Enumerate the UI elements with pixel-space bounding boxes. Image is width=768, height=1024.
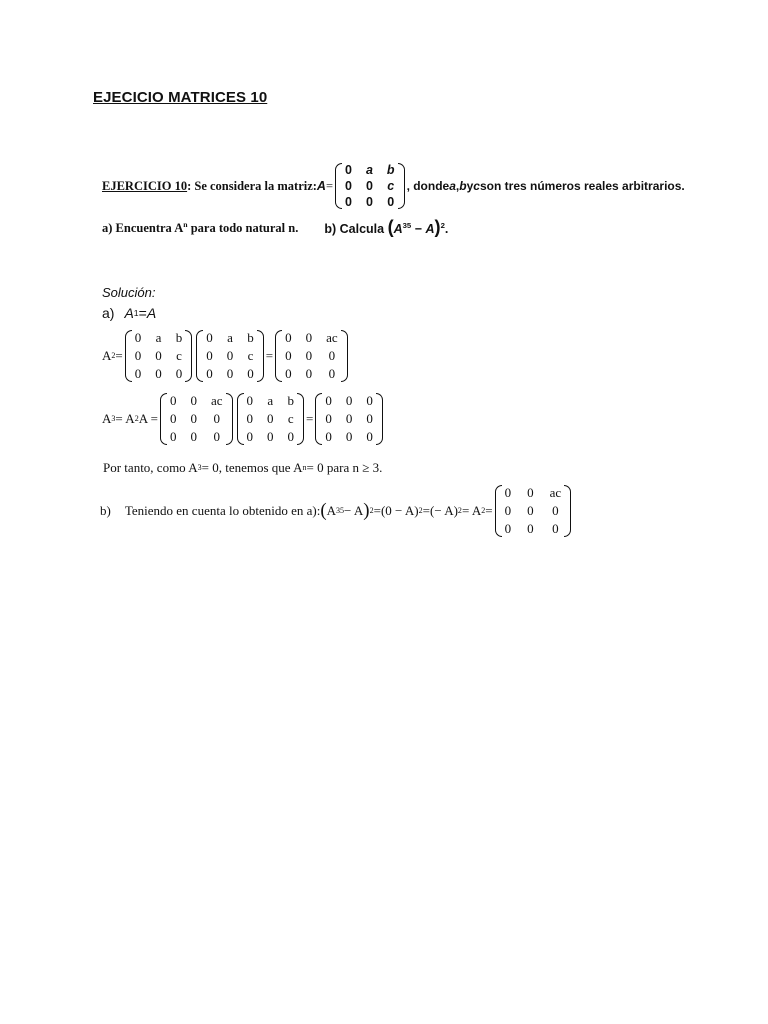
equals-sign: = (373, 503, 381, 518)
matrix-cell: 0 (134, 348, 142, 363)
matrix-cell: 0 (365, 195, 373, 209)
matrix-cell: 0 (155, 348, 162, 363)
a2-lhs: A (102, 348, 112, 363)
equals-sign: = (422, 503, 430, 518)
matrix-cell: 0 (267, 429, 274, 444)
b-term-2: (0 − A) (380, 503, 419, 518)
matrix-cell: 0 (169, 429, 177, 444)
a1-lhs: A (124, 305, 134, 321)
matrix-cell: 0 (365, 179, 373, 193)
matrix-cell: 0 (305, 366, 313, 381)
conclusion-line: Por tanto, como A 3 = 0, tenemos que A n = 0 para n ≥ 3. (103, 460, 383, 475)
matrix-cell: 0 (190, 411, 197, 426)
matrix-cell: 0 (345, 411, 353, 426)
matrix-m2 (160, 393, 233, 445)
solution-a1: a) A 1 = A (102, 305, 157, 321)
matrix-bracket-left (315, 393, 322, 445)
matrix-m (196, 330, 264, 382)
part-label-b: b) (100, 503, 111, 518)
matrix-cell: 0 (328, 348, 336, 363)
matrix-cell: 0 (155, 366, 162, 381)
var-c: c (473, 179, 480, 193)
a3-equation: A 3 = A 2 A = 0 0 ac 0 0 0 0 0 0 0 a b 0 0 c 0 0 0 = 0 0 0 0 0 0 0 0 0 (102, 389, 385, 449)
matrix-cell: 0 (504, 521, 512, 536)
matrix-cell: 0 (134, 366, 142, 381)
matrix-a (335, 163, 405, 209)
matrix-cell: a (227, 330, 233, 345)
a1-rhs: A (146, 305, 157, 321)
page-title: EJECICIO MATRICES 10 (93, 89, 268, 106)
a2-equation: A 2 = 0 a b 0 0 c 0 0 0 0 a b 0 0 c 0 0 0 = 0 0 ac 0 0 0 0 0 0 (102, 326, 350, 386)
matrix-cell: a (365, 163, 373, 177)
matrix-cell: 0 (328, 366, 336, 381)
matrix-cell: c (287, 411, 294, 426)
matrix-cell: 0 (247, 366, 254, 381)
matrix-cell: a (155, 330, 162, 345)
matrix-cell: 0 (226, 366, 234, 381)
matrix-m (125, 330, 193, 382)
a1-equals: = (138, 305, 147, 321)
matrix-cell: a (267, 393, 274, 408)
matrix-cell: 0 (285, 348, 292, 363)
matrix-bracket-left (125, 330, 132, 382)
part-b-solution: b) Teniendo en cuenta lo obtenido en a): ( A 35 − A ) 2 = (0 − A) 2 = (− A) 2 = A 2 = 0 0 ac 0 0 0 0 0 0 (100, 481, 573, 541)
matrix-cell: 0 (345, 195, 352, 209)
part-b-text: Teniendo en cuenta lo obtenido en a): (124, 503, 321, 518)
matrix-cell: 0 (345, 393, 353, 408)
matrix-cell: 0 (190, 393, 197, 408)
matrix-cell: 0 (305, 330, 313, 345)
matrix-cell: 0 (175, 366, 183, 381)
open-paren: ( (320, 500, 327, 522)
close-paren: ) (363, 500, 370, 522)
a3-lhs: A (102, 411, 112, 426)
matrix-cell: 0 (504, 485, 512, 500)
statement-tail: son tres números reales arbitrarios. (479, 179, 685, 193)
b-term-a: A (326, 503, 336, 518)
solution-title: Solución: (102, 285, 156, 300)
matrix-cell: 0 (345, 163, 352, 177)
matrix-cell: 0 (246, 411, 254, 426)
matrix-m2 (275, 330, 348, 382)
matrix-cell: 0 (527, 485, 534, 500)
matrix-cell: 0 (190, 429, 197, 444)
matrix-zero (315, 393, 383, 445)
matrix-cell: ac (210, 393, 223, 408)
matrix-cell: b (386, 163, 395, 177)
matrix-bracket-right (564, 485, 571, 537)
matrix-bracket-right (341, 330, 348, 382)
matrix-cell: 0 (305, 348, 313, 363)
matrix-cell: 0 (285, 366, 292, 381)
matrix-bracket-left (237, 393, 244, 445)
matrix-cell: 0 (134, 330, 142, 345)
matrix-cell: 0 (246, 429, 254, 444)
matrix-bracket-left (275, 330, 282, 382)
matrix-bracket-right (398, 163, 405, 209)
matrix-bracket-right (376, 393, 383, 445)
matrix-cell: 0 (287, 429, 295, 444)
matrix-cell: 0 (206, 348, 213, 363)
matrix-bracket-left (160, 393, 167, 445)
matrix-bracket-left (495, 485, 502, 537)
statement-intro: : Se considera la matriz: (187, 178, 317, 193)
matrix-bracket-right (226, 393, 233, 445)
b-term-3: (− A) (430, 503, 458, 518)
conclusion-text-2: = 0, tenemos que A (201, 460, 303, 475)
matrix-cell: 0 (169, 411, 177, 426)
matrix-cell: 0 (206, 366, 213, 381)
statement-line-2 (102, 216, 448, 240)
part-label-a: a) (102, 305, 115, 321)
matrix-cell: 0 (345, 179, 352, 193)
matrix-cell: c (176, 348, 182, 363)
a3-mid-tail: A = (138, 411, 158, 426)
matrix-cell: c (247, 348, 254, 363)
matrix-cell: 0 (213, 411, 220, 426)
matrix-cell: 0 (366, 393, 373, 408)
matrix-cell: ac (549, 485, 562, 500)
equals-sign: = (485, 503, 493, 518)
exercise-label: EJERCICIO 10 (102, 178, 188, 193)
matrix-bracket-left (335, 163, 342, 209)
matrix-bracket-right (185, 330, 192, 382)
matrix-cell: 0 (246, 393, 254, 408)
matrix-cell: 0 (527, 521, 534, 536)
matrix-name: A (316, 179, 326, 193)
comma: , (455, 179, 460, 193)
a3-mid: = A (115, 411, 135, 426)
b-equals-a: = A (461, 503, 482, 518)
equals-sign: = (265, 348, 274, 363)
matrix-cell: 0 (552, 521, 559, 536)
matrix-cell: 0 (325, 411, 332, 426)
matrix-cell: 0 (325, 429, 332, 444)
matrix-bracket-right (257, 330, 264, 382)
matrix-cell: 0 (169, 393, 177, 408)
matrix-cell: ac (326, 330, 338, 345)
conclusion-text-3: = 0 para n ≥ 3. (306, 460, 383, 475)
matrix-cell: 0 (285, 330, 292, 345)
matrix-cell: 0 (527, 503, 534, 518)
matrix-cell: 0 (226, 348, 234, 363)
matrix-m (237, 393, 305, 445)
statement-line-1 (102, 160, 685, 212)
matrix-bracket-left (196, 330, 203, 382)
equals-sign: = (325, 178, 334, 193)
matrix-cell: 0 (213, 429, 220, 444)
matrix-cell: 0 (387, 195, 395, 209)
conj-y: y (466, 179, 474, 193)
matrix-cell: b (247, 330, 254, 345)
equals-sign: = (115, 348, 123, 363)
part-b-text: b) Calcula $(A^{35} - A)^2$. (324, 217, 449, 237)
conclusion-text-1: Por tanto, como A (103, 460, 198, 475)
var-a: a (449, 179, 456, 193)
matrix-bracket-right (297, 393, 304, 445)
matrix-cell: b (287, 393, 295, 408)
matrix-cell: 0 (267, 411, 274, 426)
statement-donde: , donde (406, 179, 450, 193)
matrix-cell: 0 (504, 503, 512, 518)
matrix-cell: 0 (325, 393, 332, 408)
matrix-cell: 0 (366, 411, 373, 426)
matrix-m2 (495, 485, 572, 537)
matrix-cell: c (387, 179, 395, 193)
part-a-text: a) Encuentra $A^n$ para todo natural n. (102, 219, 299, 235)
equals-sign: = (306, 411, 314, 426)
matrix-cell: 0 (206, 330, 213, 345)
matrix-cell: 0 (552, 503, 559, 518)
matrix-cell: 0 (345, 429, 353, 444)
b-minus: − A (344, 503, 364, 518)
matrix-cell: 0 (366, 429, 373, 444)
var-b: b (459, 179, 467, 193)
matrix-cell: b (175, 330, 183, 345)
